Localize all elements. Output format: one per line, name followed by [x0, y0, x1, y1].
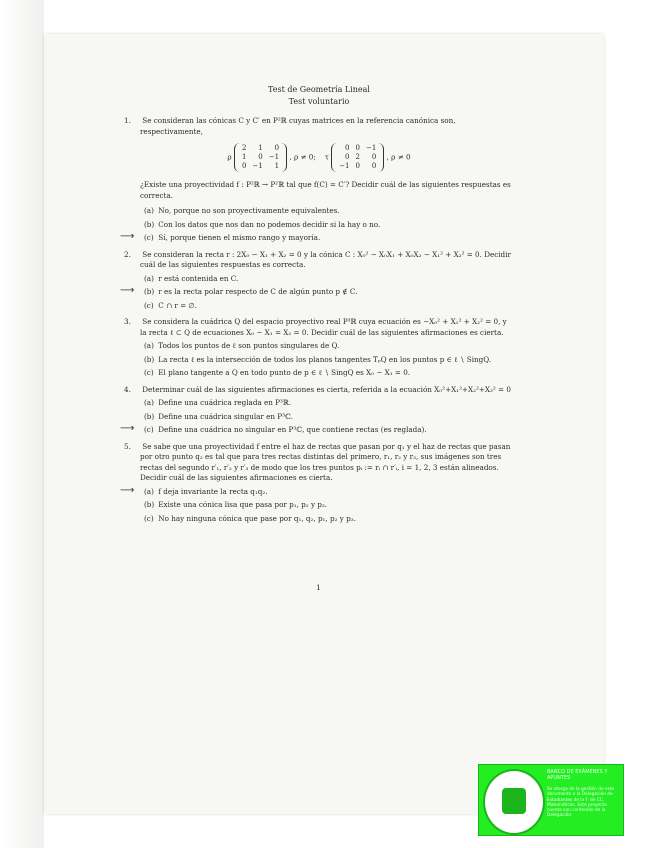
option: (c) No hay ninguna cónica que pase por q₁, q₂, p₁, p₂ y p₃. — [144, 513, 356, 523]
option-marked: ⟶ (b) r es la recta polar respecto de C de algún punto p ∉ C. — [120, 285, 358, 296]
doc-subtitle: Test voluntario — [288, 97, 350, 106]
option: (a) No, porque no son proyectivamente equivalentes. — [144, 206, 340, 215]
stamp-header: BANCO DE EXÁMENES Y APUNTES — [547, 769, 608, 781]
stamp-text — [547, 769, 619, 819]
matrix-b-scalar: τ — [324, 152, 329, 162]
scan-shadow — [0, 0, 44, 848]
option-marked: ⟶ (a) f deja invariante la recta q₁q₂. — [120, 484, 268, 496]
matrix-b-condition: , ρ ≠ 0 — [386, 152, 411, 162]
option: (b) Con los datos que nos dan no podemos decidir si la hay o no. — [144, 219, 381, 229]
option: (a) r está contenida en C. — [144, 273, 239, 283]
doc-title: Test de Geometría Lineal — [268, 85, 370, 94]
handwritten-arrow-icon: ⟶ — [120, 423, 135, 434]
option: (c) El plano tangente a Q en todo punto de p ∈ ℓ ∖ SingQ es X₀ − X₁ = 0. — [144, 368, 411, 377]
question-number: 1. — [124, 116, 131, 125]
option: (b) La recta ℓ es la intersección de todos los planos tangentes TₚQ en los puntos p ∈ ℓ ∖ SingQ. — [144, 354, 492, 364]
question-text: Se sabe que una proyectividad f entre el haz de rectas que pasan por q₁ y el haz de rectas que pasan por otro punto q₂ es tal que para tres rectas distintas del primero, r₁, r₂ y r₃, sus imágenes son tres rectas del segundo r′₁, r′₂ y r′₃ de modo que los tres puntos pᵢ := rᵢ ∩ r′ᵢ, i = 1, 2, 3 están alineados. Decidir cuál de las siguientes afirmaciones es cierta. — [140, 441, 511, 482]
matrix-a-condition: , ρ ≠ 0; — [289, 152, 316, 162]
question-text: Determinar cuál de las siguientes afirmaciones es cierta, referida a la ecuación X₀²+X₁²+X₂²+X₃² = 0 — [142, 384, 511, 394]
question-number: 5. — [124, 441, 131, 451]
option: (b) Existe una cónica lisa que pasa por p₁, p₂ y p₃. — [144, 500, 328, 509]
crest-icon — [502, 788, 526, 814]
question-text: Se considera la cuádrica Q del espacio proyectivo real P³ℝ cuya ecuación es −X₀² + X₁² + X₂² = 0, y la recta ℓ ⊂ Q de ecuaciones X₀ − X₁ = X₂ = 0. Decidir cuál de las siguientes afirmaciones es cierta. — [140, 317, 507, 337]
option: (a) Todos los puntos de ℓ son puntos singulares de Q. — [144, 341, 340, 350]
question-3 — [124, 317, 514, 379]
question-1 — [120, 116, 514, 244]
question-text-2: ¿Existe una proyectividad f : P²ℝ → P²ℝ tal que f(C) = C′? Decidir cuál de las siguientes respuestas es correcta. — [140, 180, 511, 200]
matrices — [124, 143, 514, 172]
seal-logo-icon — [483, 769, 545, 835]
handwritten-arrow-icon: ⟶ — [120, 484, 135, 496]
stamp-body: Se otorga de la gestión de este documento a la Delegación de Estudiantes de la F. de CC. Matemáticas. Este proyecto cuenta con contenido de la Delegación. — [547, 787, 615, 819]
question-text: Se consideran la recta r : 2X₀ − X₁ + X₂ = 0 y la cónica C : X₀² − X₀X₁ + X₀X₂ − X₁² + X₂² = 0. Decidir cuál de las siguientes respuestas es correcta. — [140, 249, 511, 269]
page-number: 1 — [316, 583, 321, 592]
question-number: 4. — [124, 384, 131, 394]
option: (a) Define una cuádrica reglada en P³ℝ. — [144, 398, 292, 407]
question-number: 2. — [124, 249, 131, 259]
matrix-a-scalar: ρ — [227, 152, 232, 162]
option-marked: ⟶ (c) Define una cuádrica no singular en P³ℂ, que contiene rectas (es reglada). — [120, 423, 427, 434]
question-4 — [120, 384, 514, 436]
question-number: 3. — [124, 317, 131, 326]
question-2 — [120, 249, 514, 312]
document-body — [120, 84, 514, 524]
option-marked: ⟶ (c) Sí, porque tienen el mismo rango y mayoría. — [120, 231, 321, 242]
handwritten-arrow-icon: ⟶ — [120, 285, 135, 296]
matrix-b: 0 0 −1 0 2 0 −1 0 0 — [331, 143, 384, 172]
green-stamp — [478, 764, 624, 836]
question-text: Se consideran las cónicas C y C′ en P²ℝ cuyas matrices en la referencia canónica son, respectivamente, — [140, 116, 456, 136]
matrix-a: 2 1 0 1 0 −1 0 −1 1 — [234, 143, 287, 172]
question-5 — [120, 441, 514, 525]
option: (c) C ∩ r = ∅. — [144, 300, 197, 310]
handwritten-arrow-icon: ⟶ — [120, 231, 135, 242]
option: (b) Define una cuádrica singular en P³ℂ. — [144, 411, 294, 421]
